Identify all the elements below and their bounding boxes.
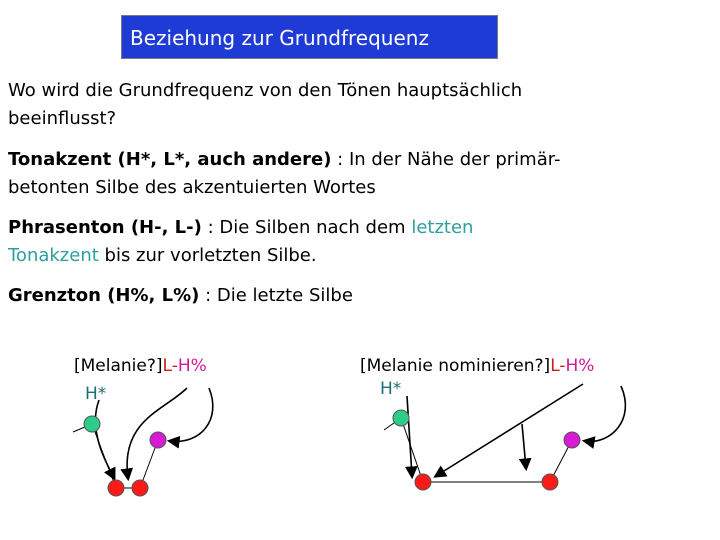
tonakzent-text-1: : In der Nähe der primär- [331,149,561,170]
left-boundary-tone: H% [177,356,207,376]
right-phrase-tone: L- [550,356,566,376]
right-boundary-dot [564,432,580,448]
right-phrase-dot-1 [415,474,431,490]
left-phrase: [Melanie?] [74,356,163,376]
left-accent-arrow [95,400,114,478]
tonakzent-term: Tonakzent (H*, L*, auch andere) [8,149,332,170]
left-contour [73,388,213,496]
right-accent-arrow [407,396,412,476]
right-contour [384,384,625,490]
right-boundary-tone: H% [565,356,595,376]
grenzton-term: Grenzton (H%, L%) [8,285,200,306]
left-boundary-dot [150,432,166,448]
tonakzent-text-2: betonten Silbe des akzentuierten Wortes [8,177,376,198]
phrasenton-text-2: bis zur vorletzten Silbe. [98,245,317,266]
question-line-2: beeinflusst? [8,108,117,129]
right-accent-label: H* [380,379,402,399]
left-phrase-tone: L- [162,356,178,376]
right-phrase-dot-2 [542,474,558,490]
right-phrase-tone-arrow-1 [436,384,583,476]
slide-title: Beziehung zur Grundfrequenz [121,15,498,59]
phrasenton-highlight-2: Tonakzent [8,245,99,266]
right-phrase: [Melanie nominieren?] [360,356,551,376]
right-phrase-tone-arrow-2 [522,424,526,468]
left-accent-label: H* [85,384,107,404]
left-accent-dot [84,416,100,432]
grenzton-text: : Die letzte Silbe [199,285,353,306]
phrasenton-highlight-1: letzten [411,217,474,238]
left-phrase-dot-2 [132,480,148,496]
phrasenton-term: Phrasenton (H-, L-) [8,217,202,238]
phrasenton-text-1: : Die Silben nach dem [201,217,412,238]
right-accent-dot [393,410,409,426]
left-phrase-dot-1 [108,480,124,496]
right-boundary-tone-arrow [585,386,625,441]
question-line-1: Wo wird die Grundfrequenz von den Tönen hauptsächlich [8,80,523,101]
